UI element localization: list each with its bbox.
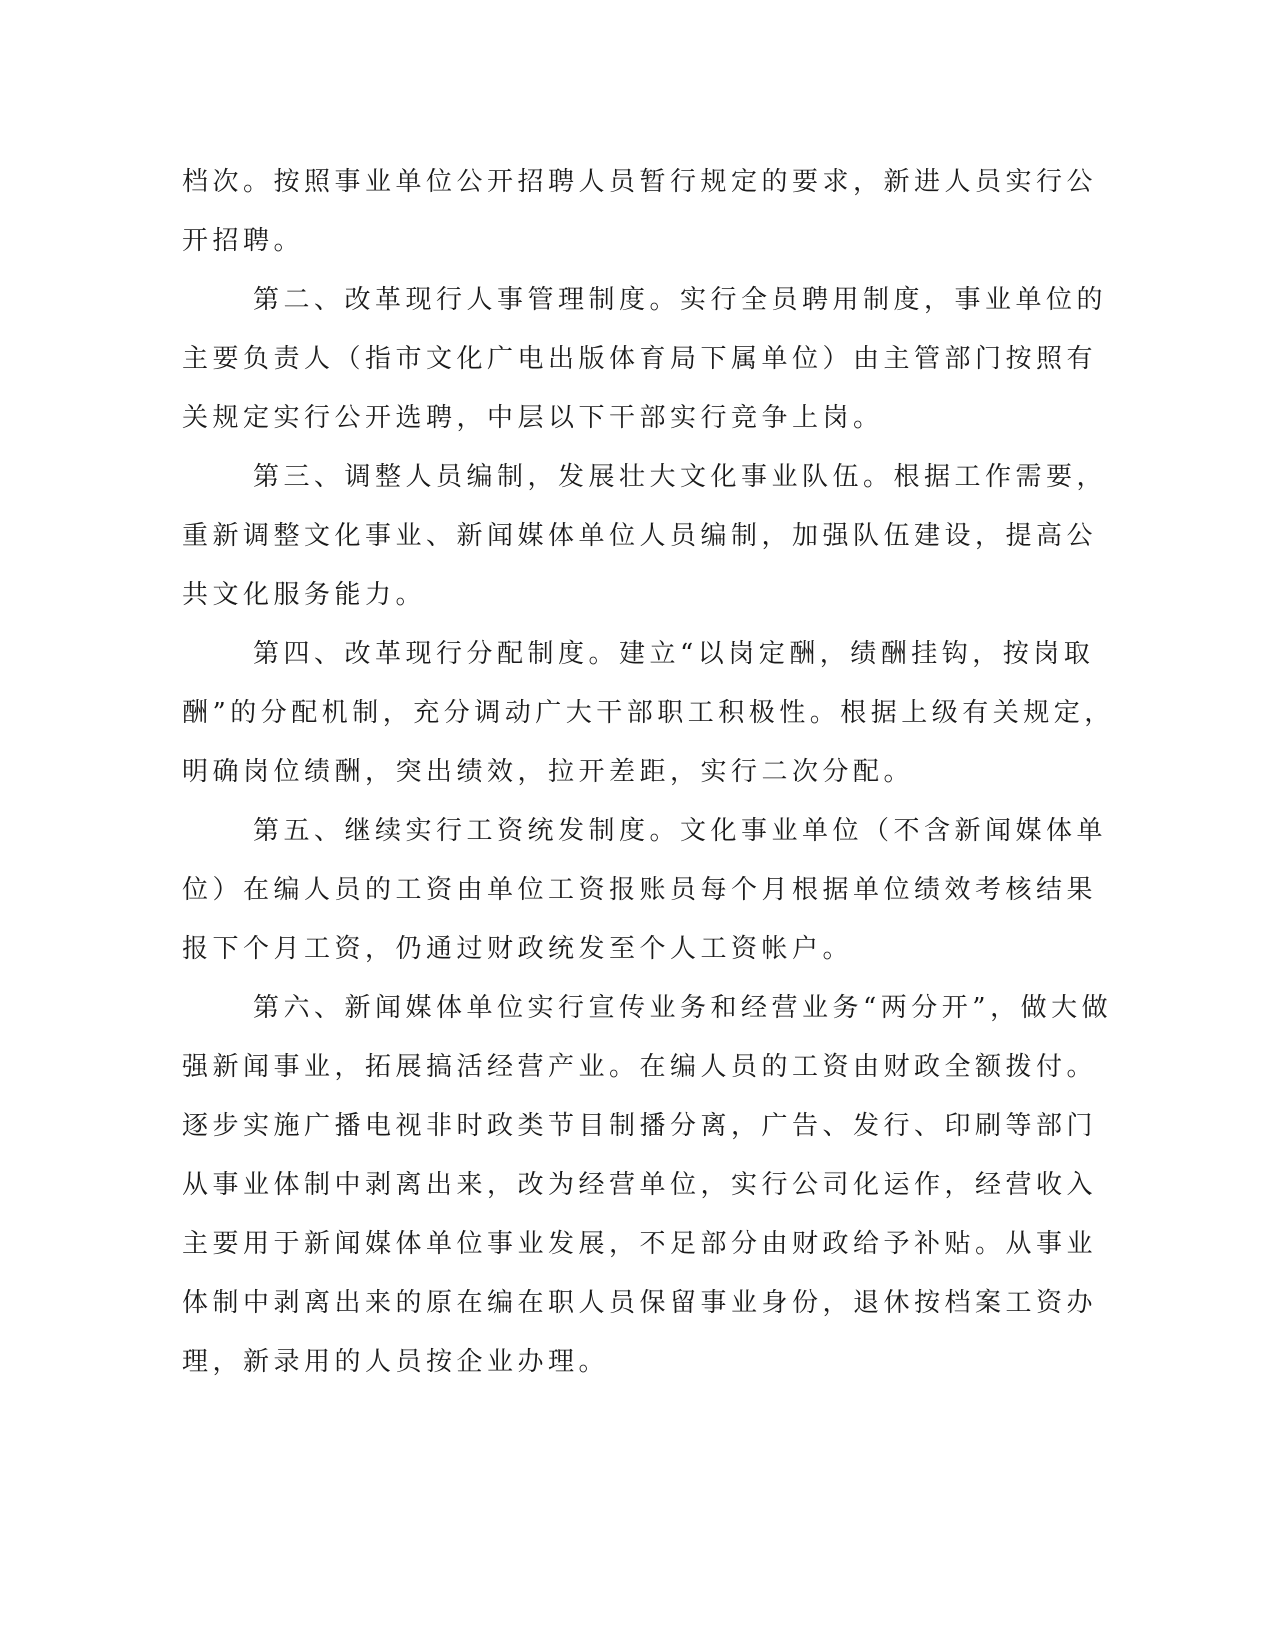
paragraph-line: 第五、继续实行工资统发制度。文化事业单位（不含新闻媒体单	[253, 816, 1108, 846]
paragraph-line: 体制中剥离出来的原在编在职人员保留事业身份，退休按档案工资办	[182, 1288, 1098, 1318]
document-body	[182, 159, 1115, 1398]
paragraph-line: 位）在编人员的工资由单位工资报账员每个月根据单位绩效考核结果	[182, 875, 1098, 905]
paragraph-item-2	[182, 277, 1108, 454]
paragraph-line: 开招聘。	[182, 226, 305, 256]
paragraph-line: 理，新录用的人员按企业办理。	[182, 1347, 610, 1377]
paragraph-line: 共文化服务能力。	[182, 580, 427, 610]
paragraph-line: 重新调整文化事业、新闻媒体单位人员编制，加强队伍建设，提高公	[182, 521, 1098, 551]
paragraph-item-4	[182, 631, 1115, 808]
paragraph-item-6	[182, 985, 1113, 1398]
paragraph-line: 报下个月工资，仍通过财政统发至个人工资帐户。	[182, 934, 854, 964]
paragraph-line: 酬”的分配机制，充分调动广大干部职工积极性。根据上级有关规定，	[182, 698, 1115, 728]
paragraph-line: 第六、新闻媒体单位实行宣传业务和经营业务“两分开”，做大做	[253, 993, 1113, 1023]
paragraph-line: 强新闻事业，拓展搞活经营产业。在编人员的工资由财政全额拨付。	[182, 1052, 1098, 1082]
paragraph-line: 关规定实行公开选聘，中层以下干部实行竞争上岗。	[182, 403, 884, 433]
paragraph-line: 明确岗位绩酬，突出绩效，拉开差距，实行二次分配。	[182, 757, 915, 787]
paragraph-line: 从事业体制中剥离出来，改为经营单位，实行公司化运作，经营收入	[182, 1170, 1098, 1200]
paragraph-line: 主要用于新闻媒体单位事业发展，不足部分由财政给予补贴。从事业	[182, 1229, 1098, 1259]
paragraph-line: 第二、改革现行人事管理制度。实行全员聘用制度，事业单位的	[253, 285, 1108, 315]
paragraph-line: 逐步实施广播电视非时政类节目制播分离，广告、发行、印刷等部门	[182, 1111, 1098, 1141]
paragraph-line: 第四、改革现行分配制度。建立“以岗定酬，绩酬挂钩，按岗取	[253, 639, 1095, 669]
paragraph-continuation	[182, 159, 1098, 277]
paragraph-line: 第三、调整人员编制，发展壮大文化事业队伍。根据工作需要，	[253, 462, 1108, 492]
paragraph-line: 档次。按照事业单位公开招聘人员暂行规定的要求，新进人员实行公	[182, 167, 1098, 197]
paragraph-item-5	[182, 808, 1108, 985]
paragraph-line: 主要负责人（指市文化广电出版体育局下属单位）由主管部门按照有	[182, 344, 1098, 374]
paragraph-item-3	[182, 454, 1108, 631]
